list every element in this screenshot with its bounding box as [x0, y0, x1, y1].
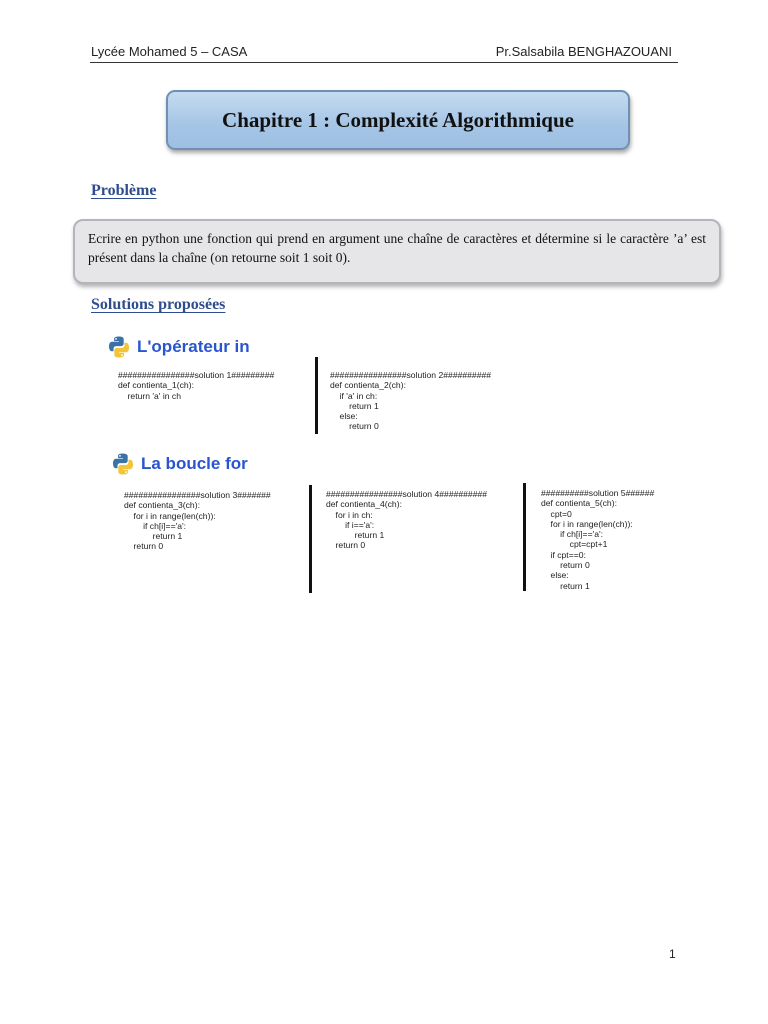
chapter-title: Chapitre 1 : Complexité Algorithmique [222, 107, 574, 132]
problem-heading: Problème [91, 182, 157, 199]
group-title-label: L'opérateur in [137, 337, 250, 356]
code-solution-5: ##########solution 5###### def contienta_5(ch): cpt=0 for i in range(len(ch)): if ch[i]=='a': cpt=cpt+1 if cpt==0: return 0 else: return 1 [541, 488, 655, 591]
problem-statement-box [73, 219, 721, 284]
code-solution-1: ################solution 1######### def contienta_1(ch): return 'a' in ch [118, 370, 275, 401]
group-title-for-loop [111, 452, 248, 476]
code-divider [315, 357, 318, 434]
python-logo-icon [111, 452, 135, 476]
code-solution-2: ################solution 2########## def contienta_2(ch): if 'a' in ch: return 1 else: return 0 [330, 370, 492, 432]
code-solution-4: ################solution 4########## def contienta_4(ch): for i in ch: if i=='a': return 1 return 0 [326, 489, 488, 551]
solutions-heading: Solutions proposées [91, 296, 226, 313]
code-divider [523, 483, 526, 591]
code-divider [309, 485, 312, 593]
header-author: Pr.Salsabila BENGHAZOUANI [495, 44, 672, 59]
code-solution-3: ################solution 3####### def contienta_3(ch): for i in range(len(ch)): if ch[i]=='a': return 1 return 0 [124, 490, 271, 552]
page-number: 1 [669, 947, 676, 961]
header-school: Lycée Mohamed 5 – CASA [91, 44, 248, 59]
group-title-operator-in [107, 335, 250, 359]
python-logo-icon [107, 335, 131, 359]
header-divider [90, 62, 678, 63]
group-title-label: La boucle for [141, 454, 248, 473]
chapter-title-box [166, 90, 630, 150]
problem-text: Ecrire en python une fonction qui prend en argument une chaîne de caractères et détermine si le caractère ’a’ est présent dans la chaîne (on retourne soit 1 soit 0). [88, 231, 706, 265]
